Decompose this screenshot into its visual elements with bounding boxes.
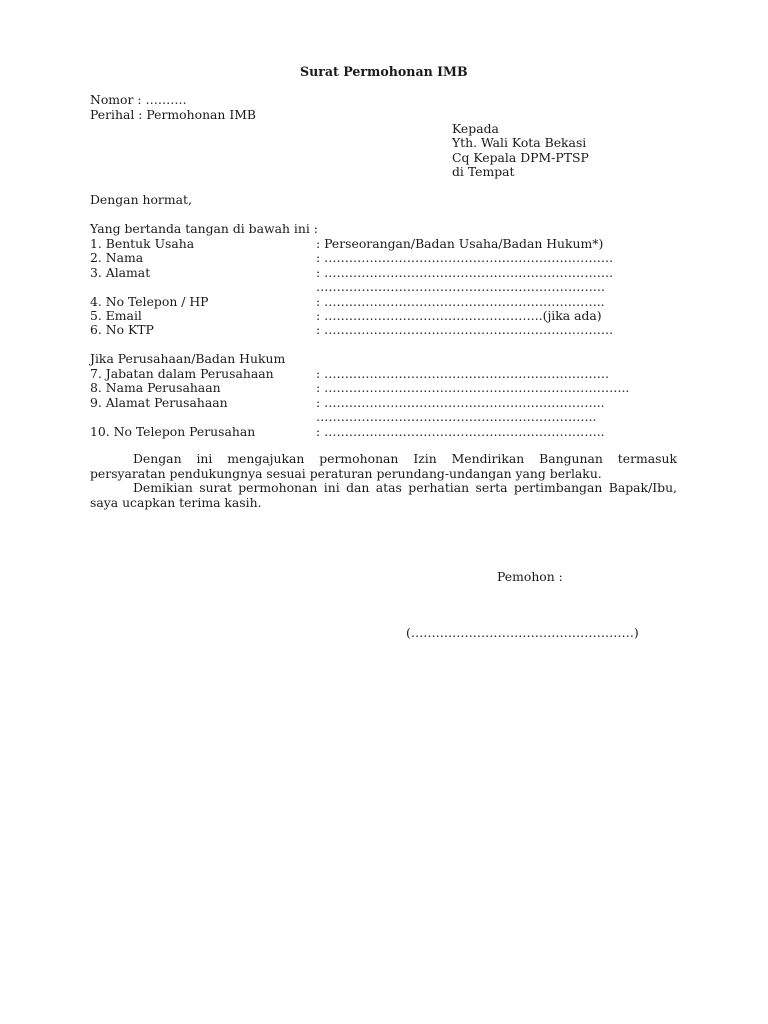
field-value-alamat: : ……………………………………………………………. xyxy=(316,265,614,280)
field-value-ktp: : ……………………………………………………………. xyxy=(316,322,614,337)
field-value-alamat-perusahaan: : ………………………………………………………….. xyxy=(316,395,605,410)
signature-line: (………………………………………………) xyxy=(406,625,639,640)
field-label-nama: 2. Nama xyxy=(90,250,144,265)
field-label-alamat: 3. Alamat xyxy=(90,265,151,280)
field-label-telepon: 4. No Telepon / HP xyxy=(90,294,209,309)
greeting: Dengan hormat, xyxy=(90,192,192,207)
recipient-place: di Tempat xyxy=(452,164,515,179)
field-value-nama-perusahaan: : ……………………………………………………………….. xyxy=(316,380,630,395)
field-label-nama-perusahaan: 8. Nama Perusahaan xyxy=(90,380,221,395)
field-label-jabatan: 7. Jabatan dalam Perusahaan xyxy=(90,366,274,381)
signature-label: Pemohon : xyxy=(497,569,563,584)
field-label-bentuk-usaha: 1. Bentuk Usaha xyxy=(90,236,195,251)
recipient-kepada: Kepada xyxy=(452,121,499,136)
field-label-alamat-perusahaan: 9. Alamat Perusahaan xyxy=(90,395,228,410)
field-value-alamat-perusahaan-cont: ………………………………………………………….. xyxy=(316,409,597,424)
field-label-telepon-perusahaan: 10. No Telepon Perusahan xyxy=(90,424,256,439)
field-value-telepon: : ………………………………………………………….. xyxy=(316,294,605,309)
field-value-alamat-cont: ……………………………………………………………. xyxy=(316,279,605,294)
recipient-cq: Cq Kepala DPM-PTSP xyxy=(452,150,589,165)
company-heading: Jika Perusahaan/Badan Hukum xyxy=(90,351,286,366)
perihal-line: Perihal : Permohonan IMB xyxy=(90,107,257,122)
field-value-telepon-perusahaan: : ………………………………………………………….. xyxy=(316,424,605,439)
field-label-ktp: 6. No KTP xyxy=(90,322,154,337)
nomor-line: Nomor : ………. xyxy=(90,92,187,107)
letter-body xyxy=(90,452,677,510)
field-value-jabatan: : …………………………………………………………… xyxy=(316,366,610,381)
field-value-nama: : ……………………………………………………………. xyxy=(316,250,614,265)
body-paragraph-2: Demikian surat permohonan ini dan atas perhatian serta pertimbangan Bapak/Ibu, saya ucapkan terima kasih. xyxy=(90,480,677,510)
intro-line: Yang bertanda tangan di bawah ini : xyxy=(90,221,318,236)
body-paragraph-1: Dengan ini mengajukan permohonan Izin Mendirikan Bangunan termasuk persyaratan pendukungnya sesuai peraturan perundang-undangan yang berlaku. xyxy=(90,451,677,481)
field-value-email: : ……………………………………………..(jika ada) xyxy=(316,308,602,323)
letter-title: Surat Permohonan IMB xyxy=(300,64,468,79)
field-label-email: 5. Email xyxy=(90,308,142,323)
recipient-yth: Yth. Wali Kota Bekasi xyxy=(452,135,587,150)
field-value-bentuk-usaha: : Perseorangan/Badan Usaha/Badan Hukum*) xyxy=(316,236,604,251)
